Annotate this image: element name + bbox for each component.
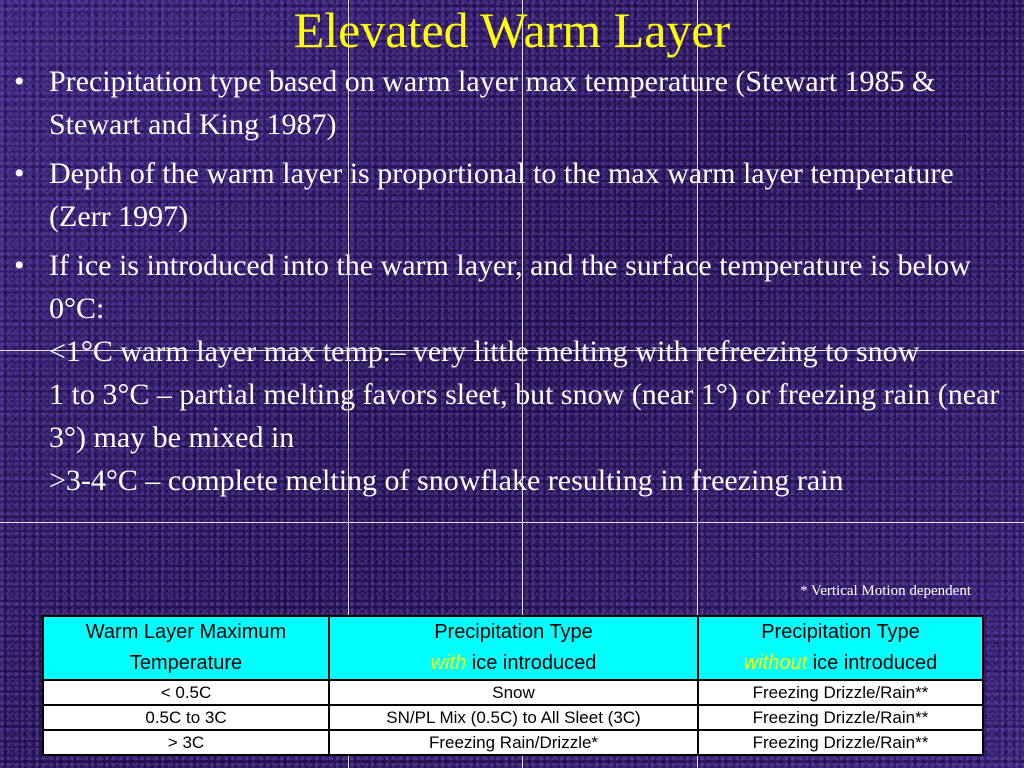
table-cell: < 0.5C [43,680,329,705]
bullet-icon: • [14,249,25,282]
bullet-text: Depth of the warm layer is proportional to the max warm layer temperature (Zerr 1997) [49,157,954,233]
table-header-row [43,616,983,680]
bullet-item [14,152,1018,238]
grid-line-horizontal [0,522,1024,523]
bullet-icon: • [14,157,25,190]
bullet-subline: <1°C warm layer max temp.– very little melting with refreezing to snow [49,335,920,368]
header-warm-layer-temp: Warm Layer Maximum Temperature [43,616,329,680]
bullet-subline: 1 to 3°C – partial melting favors sleet, but snow (near 1°) or freezing rain (near 3°) may be mixed in [49,378,1000,454]
table-row [43,730,983,755]
bullet-list [14,60,1018,508]
emphasis-with: with [430,652,467,674]
header-without-ice: Precipitation Type without ice introduced [698,616,983,680]
bullet-icon: • [14,65,25,98]
bullet-item [14,244,1018,502]
header-with-ice: Precipitation Type with ice introduced [329,616,698,680]
table-cell: Snow [329,680,698,705]
table-cell: SN/PL Mix (0.5C) to All Sleet (3C) [329,705,698,730]
bullet-text: If ice is introduced into the warm layer, and the surface temperature is below 0°C: [49,249,971,325]
bullet-subline: >3-4°C – complete melting of snowflake resulting in freezing rain [49,464,844,497]
slide-title: Elevated Warm Layer [293,2,731,58]
precipitation-type-table [42,615,984,756]
table-cell: Freezing Drizzle/Rain** [698,705,983,730]
emphasis-without: without [743,652,808,674]
table-row [43,705,983,730]
bullet-text: Precipitation type based on warm layer max temperature (Stewart 1985 & Stewart and King 1987) [49,65,936,141]
table-cell: 0.5C to 3C [43,705,329,730]
table-row [43,680,983,705]
table-cell: Freezing Drizzle/Rain** [698,730,983,755]
bullet-item [14,60,1018,146]
footnote: * Vertical Motion dependent [800,583,971,599]
table-cell: Freezing Rain/Drizzle* [329,730,698,755]
table-cell: > 3C [43,730,329,755]
table-cell: Freezing Drizzle/Rain** [698,680,983,705]
